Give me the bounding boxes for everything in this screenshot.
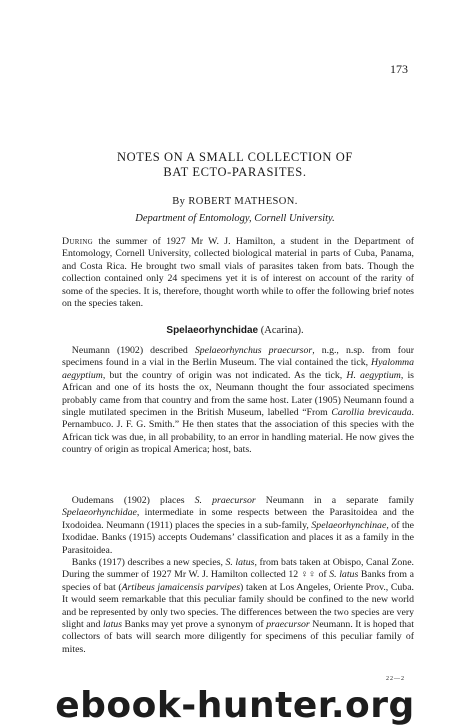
species-name: Hyalomma aegyptium [62, 357, 414, 381]
species-name: latus [102, 619, 123, 631]
text-span: Banks may yet prove a synonym of [122, 619, 267, 631]
signature-mark: 22—2 [386, 676, 405, 682]
species-name: Spelaeorhynchus praecursor [194, 345, 313, 356]
paragraph-banks [62, 557, 414, 656]
text-span: Banks from a species of bat ( [62, 569, 415, 593]
text-span: , of the Ixodidae. Banks (1915) accepts Oudemans’ classification and places it as a family in the Parasitoidea. [62, 519, 414, 556]
paragraph-neumann [62, 345, 414, 457]
species-name: S. latus [329, 569, 359, 581]
species-name: praecursor [266, 619, 310, 631]
author-name: ROBERT MATHESON. [188, 196, 298, 207]
intro-lead-word: During [62, 236, 94, 247]
text-span: , intermediate in some respects between the Parasitoidea and the Ixodoidea. Neumann (1911) places the species in a sub-family, [62, 507, 414, 531]
species-name: H. aegyptium [346, 369, 401, 381]
species-name: S. latus [225, 557, 255, 568]
author-line [0, 196, 470, 207]
title-line-1: NOTES ON A SMALL COLLECTION OF [117, 150, 353, 164]
page-number: 173 [390, 62, 408, 76]
text-span: Banks (1917) describes a new species, [71, 557, 226, 568]
text-span: , n.g., n.sp. from four specimens found in a vial in the Berlin Museum. The vial contained the tick, [62, 345, 415, 369]
text-span: , is African and one of its hosts the ox, Neumann thought the four associated specimens probably came from that country and from the same host. Later (1905) Neumann found a single mutilated specimen in the British Museum, labelled “From [62, 369, 414, 419]
text-span: , but the country of origin was not indicated. As the tick, [102, 369, 347, 381]
author-prefix: By [172, 196, 186, 207]
text-span: ) taken at Los Angeles, Oriente Prov., Cuba. It would seem remarkable that this peculiar family should be confined to the new world and be represented by only two species. The differences between the two species are very slight and [62, 581, 414, 631]
species-name: S. praecursor [194, 495, 256, 506]
species-name: Artibeus jamaicensis parvipes [121, 581, 241, 593]
article-title [0, 150, 470, 180]
intro-text: the summer of 1927 Mr W. J. Hamilton, a student in the Department of Entomology, Cornell University, collected biological material in parts of Cuba, Panama, and Costa Rica. He brought two small vials of parasites taken from bats. Though the collection contained only 24 specimens yet it is of interest on account of the rarity of some of the species. It is, therefore, thought worth while to offer the following brief notes on the species taken. [62, 236, 414, 310]
text-span: Neumann in a separate family [255, 495, 414, 506]
section-heading [0, 325, 470, 336]
section-order: (Acarina). [260, 325, 304, 336]
author-affiliation: Department of Entomology, Cornell University. [135, 213, 335, 224]
section-family-name: Spelaeorhynchidae [166, 325, 259, 336]
text-span: Neumann. It is hoped that collectors of bats will search more diligently for specimens of this peculiar family of mites. [62, 619, 414, 655]
family-name: Spelaeorhynchidae [62, 507, 137, 519]
text-span: Oudemans (1902) places [71, 495, 195, 506]
subfamily-name: Spelaeorhynchinae [311, 519, 387, 531]
watermark-text: ebook-hunter.org [55, 685, 415, 726]
species-name: Carollia brevicauda [331, 407, 412, 419]
text-span: , from bats taken at Obispo, Canal Zone. During the summer of 1927 Mr W. J. Hamilton collected 12 ♀♀ of [62, 557, 414, 581]
title-line-2: BAT ECTO-PARASITES. [163, 165, 307, 179]
text-span: . Pernambuco. J. F. G. Smith.” He then states that the association of this species with the African tick was due, in all probability, to an error in handling material. He now gives the country of origin as tropical America; host, bats. [62, 407, 414, 456]
intro-paragraph [62, 236, 414, 310]
text-span: Neumann (1902) described [71, 345, 195, 356]
paragraph-oudemans [62, 495, 414, 557]
